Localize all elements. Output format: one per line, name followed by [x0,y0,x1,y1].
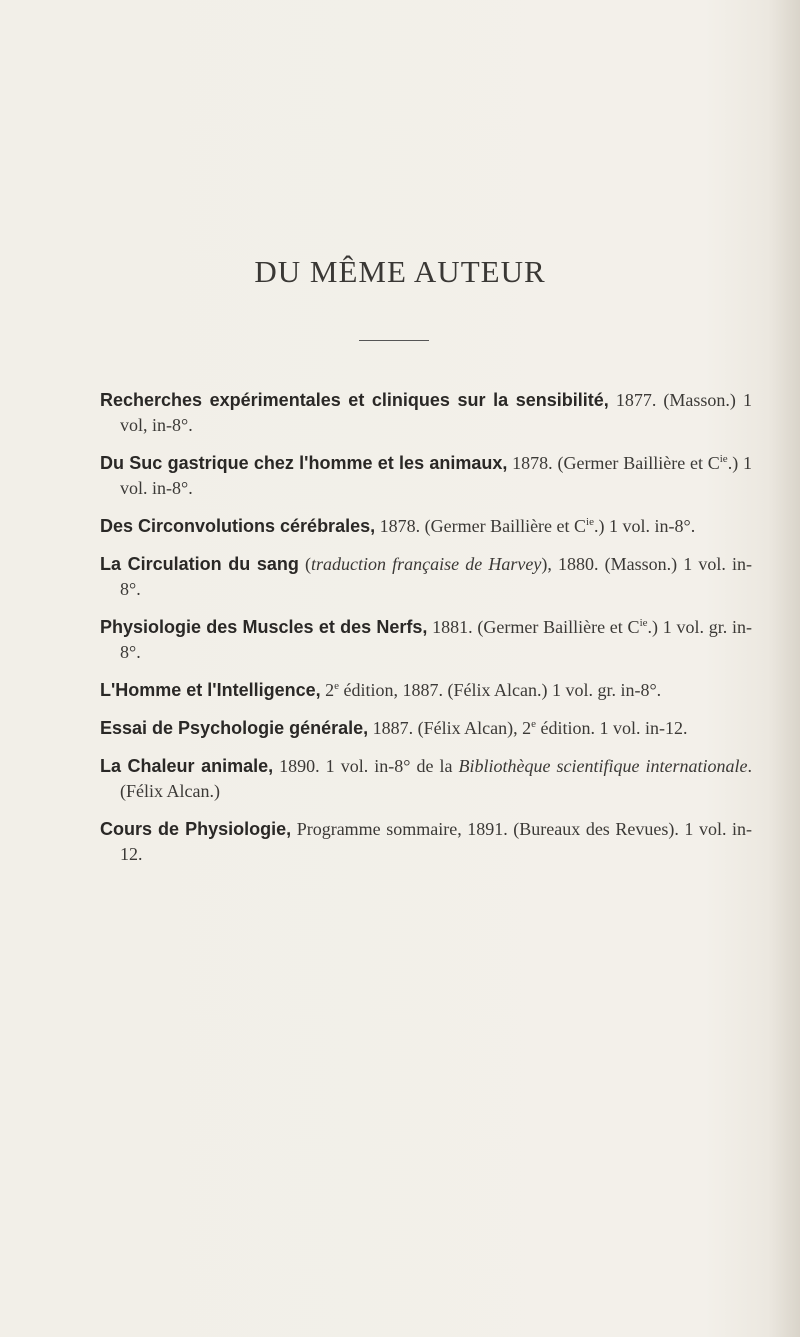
entry-title: Physiologie des Muscles et des Nerfs, [100,617,428,637]
entry-details-end: .) 1 vol. in-8°. [120,453,752,498]
entry-superscript: ie [586,516,594,528]
entry-details-end: édition, 1887. (Félix Alcan.) 1 vol. gr. in-8°. [339,680,662,700]
bibliography-entry [100,678,752,703]
bibliography-entry [100,514,752,539]
entry-title: La Circulation du sang [100,554,299,574]
entry-title: La Chaleur animale, [100,756,274,776]
entry-italic-note: traduction française de Harvey [311,554,542,574]
entry-title: L'Homme et l'Intelligence, [100,680,321,700]
entry-details-open: ( [298,554,312,574]
entry-details: 1878. (Germer Baillière et C [375,516,587,536]
bibliography-entry [100,716,752,741]
entry-italic-series: Bibliothèque scientifique internationale [458,756,748,776]
entry-details-end: .) 1 vol. in-8°. [594,516,696,536]
entry-details: 1881. (Germer Baillière et C [427,617,640,637]
entry-details: 1887. (Félix Alcan), 2 [368,718,532,738]
entry-details-end: .) 1 vol. gr. in-8°. [120,617,753,662]
entry-superscript: e [334,680,339,692]
entry-title: Des Circonvolutions cérébrales, [100,516,376,536]
entry-title: Essai de Psychologie générale, [100,718,369,738]
bibliography-entry [100,451,752,501]
entry-details: 1877. (Masson.) 1 vol, in-8°. [120,390,753,435]
entry-details-end: . (Félix Alcan.) [120,756,752,801]
entry-superscript: e [531,718,536,730]
bibliography-list [100,388,752,880]
bibliography-entry [100,552,752,602]
entry-title: Cours de Physiologie, [100,819,292,839]
bibliography-entry [100,388,752,438]
title-divider [359,340,429,341]
entry-details-end: édition. 1 vol. in-12. [536,718,688,738]
entry-superscript: ie [719,453,728,465]
bibliography-entry [100,817,752,867]
entry-details: Programme sommaire, 1891. (Bureaux des Revues). 1 vol. in-12. [120,819,752,864]
entry-details: 1878. (Germer Baillière et C [507,453,720,473]
entry-superscript: ie [639,617,648,629]
entry-title: Du Suc gastrique chez l'homme et les animaux, [100,453,508,473]
entry-details: 1890. 1 vol. in-8° de la [273,756,459,776]
page-title: DU MÊME AUTEUR [254,254,546,289]
bibliography-entry [100,754,752,804]
entry-title: Recherches expérimentales et cliniques sur la sensibilité, [100,390,609,410]
entry-details: 2 [320,680,335,700]
bibliography-entry [100,615,752,665]
entry-details: ), 1880. (Masson.) 1 vol. in-8°. [120,554,752,599]
